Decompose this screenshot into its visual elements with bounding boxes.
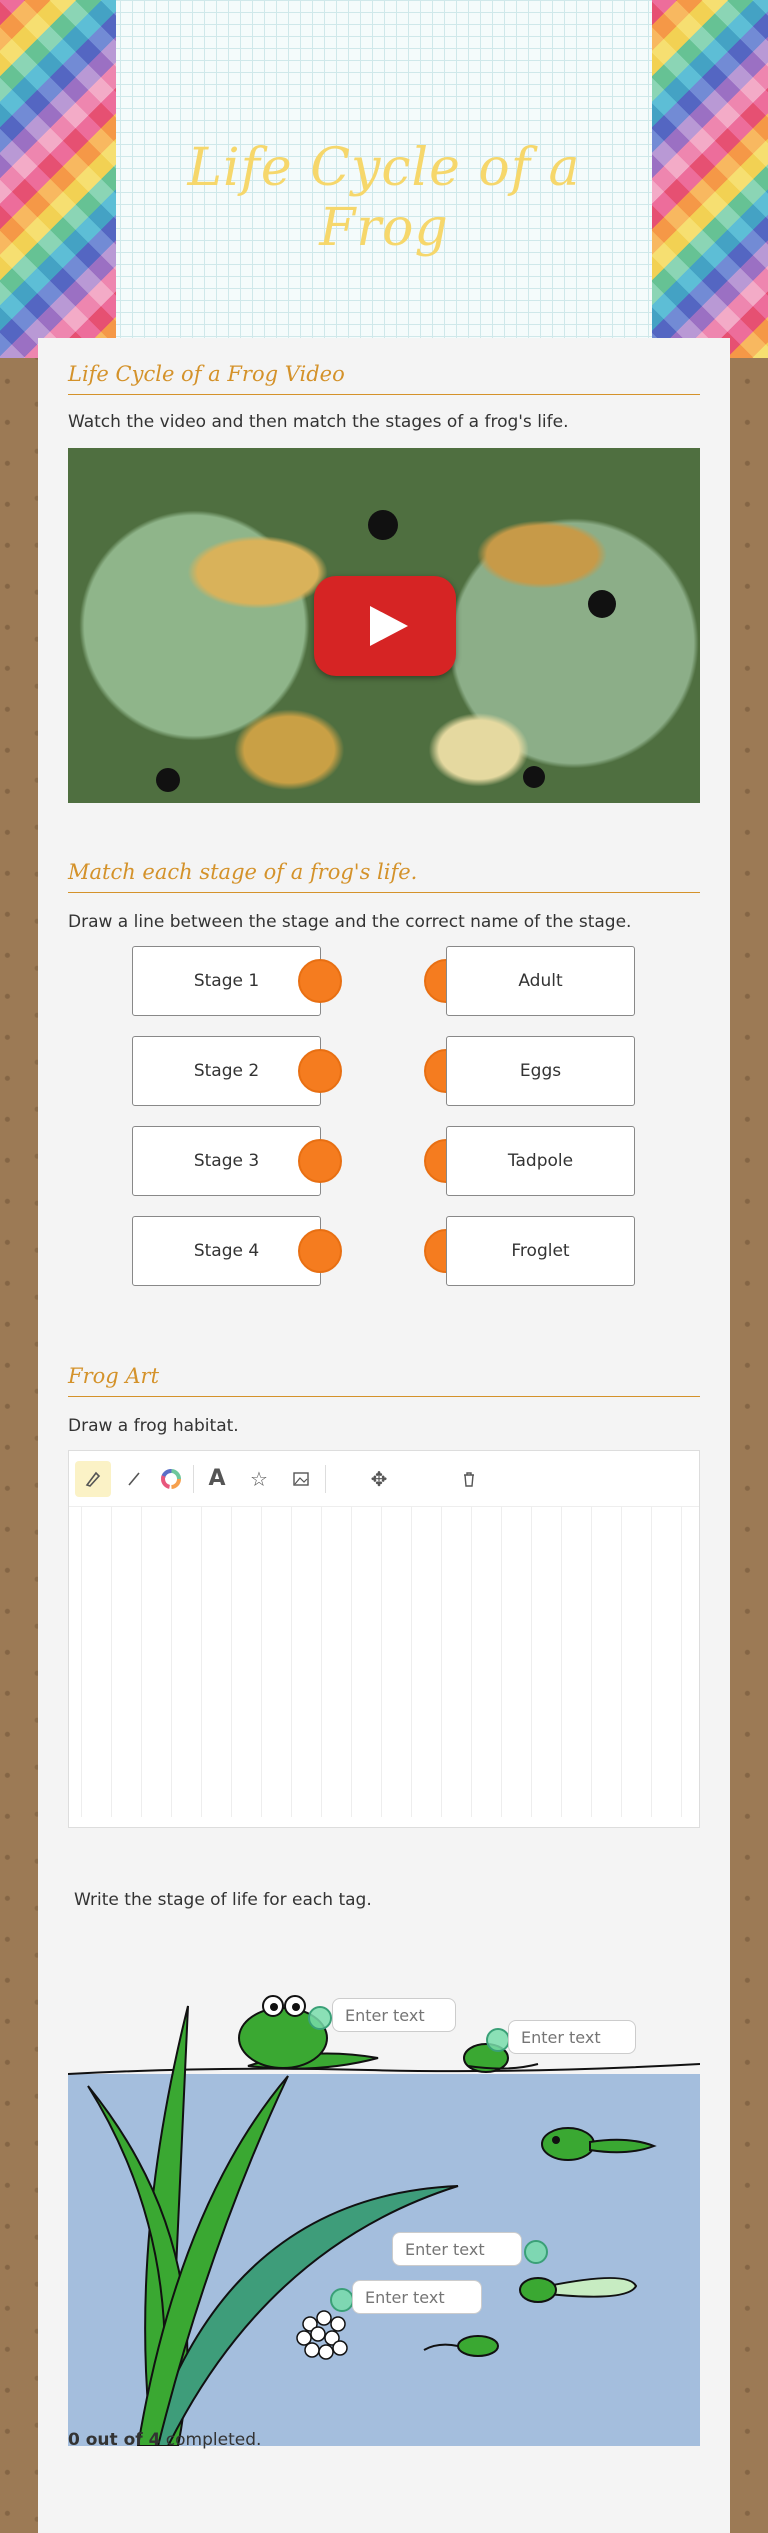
frog-life-cycle-image: [68, 1946, 700, 2446]
worksheet-card: [38, 338, 730, 2533]
match-right-adult: Adult: [446, 946, 635, 1016]
trash-icon[interactable]: [451, 1461, 487, 1497]
tag-marker[interactable]: [524, 2240, 548, 2264]
text-icon[interactable]: A: [208, 1466, 226, 1491]
match-left-stage-1: Stage 1: [132, 946, 321, 1016]
image-icon[interactable]: [283, 1461, 319, 1497]
tag-input-tadpole[interactable]: [392, 2232, 522, 2266]
match-left-stage-4: Stage 4: [132, 1216, 321, 1286]
tag-marker[interactable]: [308, 2006, 332, 2030]
tag-marker[interactable]: [486, 2028, 510, 2052]
pen-icon[interactable]: [117, 1461, 153, 1497]
highlighter-icon[interactable]: [75, 1461, 111, 1497]
star-icon[interactable]: ☆: [250, 1467, 268, 1491]
toolbar-divider: [193, 1465, 194, 1493]
match-instructions: Draw a line between the stage and the correct name of the stage.: [68, 912, 632, 932]
completion-status: [68, 2430, 261, 2450]
tag-input-froglet[interactable]: [508, 2020, 636, 2054]
video-instructions: Watch the video and then match the stages of a frog's life.: [68, 412, 569, 432]
tag-input-adult[interactable]: [332, 1998, 456, 2032]
chevron-pattern-left: [0, 0, 116, 358]
move-icon[interactable]: ✥: [370, 1467, 388, 1491]
drawing-canvas[interactable]: [68, 1450, 700, 1828]
match-dot-left-2[interactable]: [298, 1049, 342, 1093]
tadpole-eye: [368, 510, 398, 540]
match-right-eggs: Eggs: [446, 1036, 635, 1106]
tag-input-eggs[interactable]: [352, 2280, 482, 2314]
page-title: Life Cycle of a Frog: [187, 138, 581, 258]
drawing-toolbar: [69, 1451, 699, 1507]
toolbar-divider: [325, 1465, 326, 1493]
video-player[interactable]: [68, 448, 700, 803]
header-banner: [0, 0, 768, 358]
match-section-title: Match each stage of a frog's life.: [68, 860, 700, 893]
tag-instructions: Write the stage of life for each tag.: [74, 1890, 372, 1910]
tag-marker[interactable]: [330, 2288, 354, 2312]
completion-suffix: completed.: [160, 2430, 262, 2450]
play-icon[interactable]: [314, 576, 456, 676]
tadpole-eye: [523, 766, 545, 788]
tadpole-eye: [156, 768, 180, 792]
art-instructions: Draw a frog habitat.: [68, 1416, 239, 1436]
match-left-stage-3: Stage 3: [132, 1126, 321, 1196]
canvas-grid: [81, 1507, 687, 1817]
match-dot-left-4[interactable]: [298, 1229, 342, 1273]
match-dot-left-1[interactable]: [298, 959, 342, 1003]
completion-count: 0 out of 4: [68, 2430, 161, 2450]
chevron-pattern-right: [652, 0, 768, 358]
match-left-stage-2: Stage 2: [132, 1036, 321, 1106]
video-section-title: Life Cycle of a Frog Video: [68, 362, 700, 395]
match-right-tadpole: Tadpole: [446, 1126, 635, 1196]
color-wheel-icon[interactable]: [153, 1461, 189, 1497]
match-dot-left-3[interactable]: [298, 1139, 342, 1183]
match-right-froglet: Froglet: [446, 1216, 635, 1286]
tadpole-eye: [588, 590, 616, 618]
art-section-title: Frog Art: [68, 1364, 700, 1397]
